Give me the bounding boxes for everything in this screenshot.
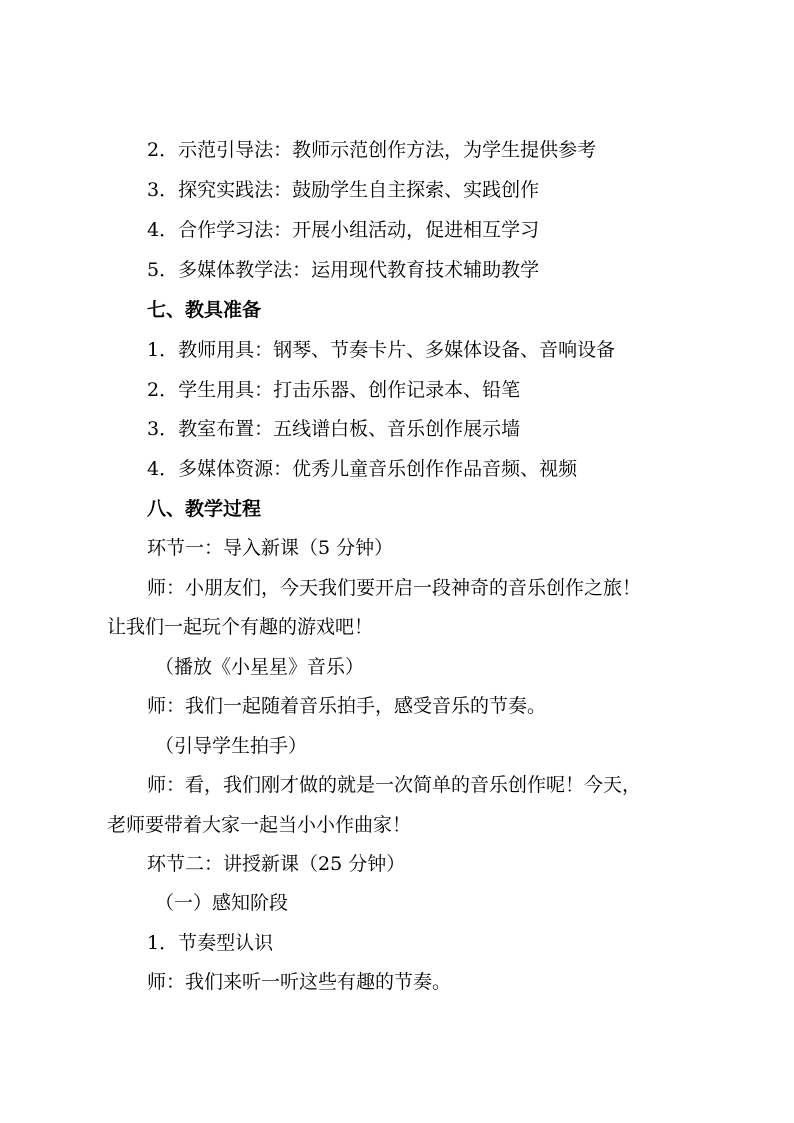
stage-note-1: （播放《小星星》音乐） xyxy=(155,656,365,678)
section-heading-teaching-process: 八、教学过程 xyxy=(147,498,262,520)
paragraph-1-line-2: 让我们一起玩个有趣的游戏吧！ xyxy=(107,616,374,638)
step-heading-2: 环节二：讲授新课（25 分钟） xyxy=(147,853,406,875)
aids-item-3: 3．教室布置：五线谱白板、音乐创作展示墙 xyxy=(147,418,521,440)
method-item-5: 5．多媒体教学法：运用现代教育技术辅助教学 xyxy=(147,259,540,281)
paragraph-3-line-1: 师：看，我们刚才做的就是一次简单的音乐创作呢！今天， xyxy=(147,774,642,796)
paragraph-2: 师：我们一起随着音乐拍手，感受音乐的节奏。 xyxy=(147,695,547,717)
aids-item-1: 1．教师用具：钢琴、节奏卡片、多媒体设备、音响设备 xyxy=(147,339,616,361)
aids-item-2: 2．学生用具：打击乐器、创作记录本、铅笔 xyxy=(147,379,521,401)
paragraph-4: 师：我们来听一听这些有趣的节奏。 xyxy=(147,971,452,993)
method-item-2: 2．示范引导法：教师示范创作方法，为学生提供参考 xyxy=(147,139,597,161)
subitem-rhythm-recognition: 1．节奏型认识 xyxy=(147,932,274,954)
paragraph-3-line-2: 老师要带着大家一起当小小作曲家！ xyxy=(107,814,412,836)
step-heading-1: 环节一：导入新课（5 分钟） xyxy=(147,537,394,559)
paragraph-1-line-1: 师：小朋友们，今天我们要开启一段神奇的音乐创作之旅！ xyxy=(147,577,642,599)
stage-note-2: （引导学生拍手） xyxy=(155,735,308,757)
aids-item-4: 4．多媒体资源：优秀儿童音乐创作作品音频、视频 xyxy=(147,458,578,480)
subsection-heading-perception: （一）感知阶段 xyxy=(155,892,289,914)
method-item-3: 3．探究实践法：鼓励学生自主探索、实践创作 xyxy=(147,179,540,201)
section-heading-teaching-aids: 七、教具准备 xyxy=(147,299,262,321)
method-item-4: 4．合作学习法：开展小组活动，促进相互学习 xyxy=(147,219,540,241)
